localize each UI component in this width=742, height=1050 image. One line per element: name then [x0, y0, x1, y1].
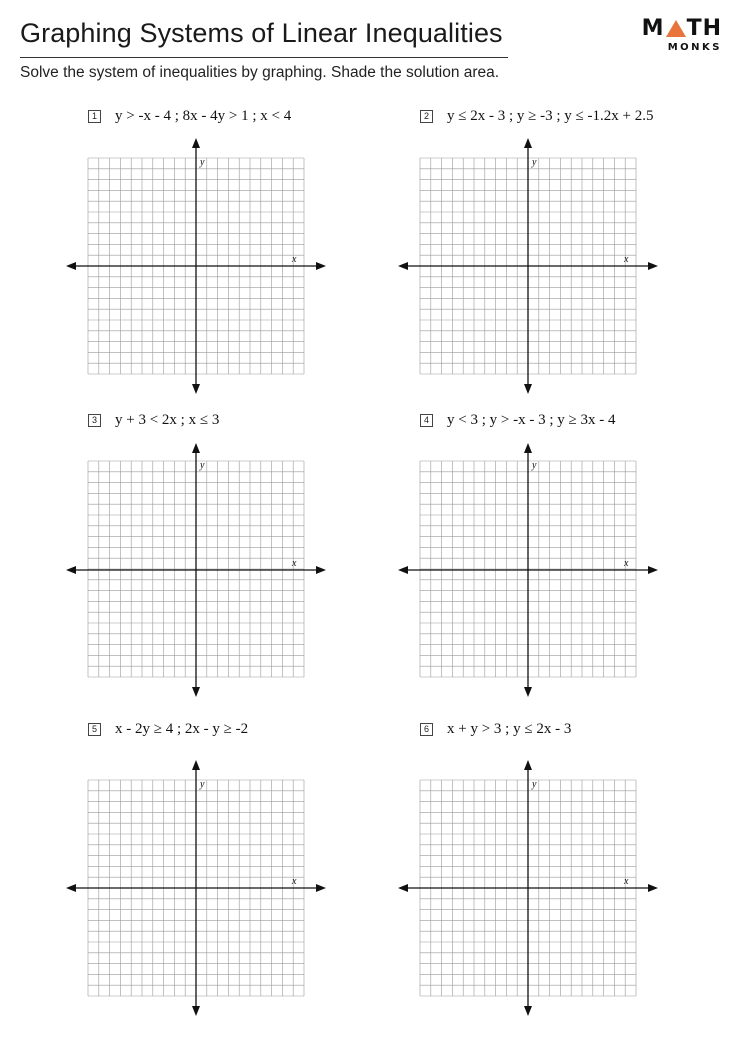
problem-header [88, 719, 248, 739]
page-title: Graphing Systems of Linear Inequalities [20, 18, 503, 48]
problem-number: 3 [88, 414, 101, 427]
problem-number: 4 [420, 414, 433, 427]
logo-subtext: MONKS [667, 42, 722, 53]
x-axis-left-arrow-icon [66, 884, 76, 892]
problem-header [420, 719, 571, 739]
problem-number: 1 [88, 110, 101, 123]
y-axis-label: y [532, 779, 537, 790]
problem-2 [420, 106, 742, 406]
problem-1 [88, 106, 448, 406]
y-axis-label: y [532, 157, 537, 168]
problem-equation: x - 2y ≥ 4 ; 2x - y ≥ -2 [115, 720, 249, 737]
problem-number: 6 [420, 723, 433, 736]
math-monks-logo [641, 16, 722, 56]
y-axis-label: y [200, 157, 205, 168]
problem-equation: y < 3 ; y > -x - 3 ; y ≥ 3x - 4 [447, 411, 616, 428]
x-axis-label: x [624, 876, 629, 887]
x-axis-label: x [624, 254, 629, 265]
problem-equation: y + 3 < 2x ; x ≤ 3 [115, 411, 220, 428]
problem-equation: x + y > 3 ; y ≤ 2x - 3 [447, 720, 572, 737]
x-axis-left-arrow-icon [66, 566, 76, 574]
x-axis-label: x [292, 558, 297, 569]
x-axis-left-arrow-icon [66, 262, 76, 270]
x-axis-label: x [292, 876, 297, 887]
x-axis-label: x [292, 254, 297, 265]
problem-4 [420, 410, 742, 710]
problem-5 [88, 719, 448, 1019]
logo-text-left: M [641, 16, 665, 41]
logo-text-right: TH [686, 16, 722, 41]
y-axis-label: y [532, 460, 537, 471]
problem-number: 2 [420, 110, 433, 123]
problem-number: 5 [88, 723, 101, 736]
problem-6 [420, 719, 742, 1019]
y-axis-label: y [200, 460, 205, 471]
logo-triangle-icon [666, 20, 686, 37]
problem-equation: y > -x - 4 ; 8x - 4y > 1 ; x < 4 [115, 107, 292, 124]
problem-equation: y ≤ 2x - 3 ; y ≥ -3 ; y ≤ -1.2x + 2.5 [447, 107, 654, 124]
y-axis-label: y [200, 779, 205, 790]
instructions: Solve the system of inequalities by graphing. Shade the solution area. [20, 64, 500, 81]
title-underline [20, 57, 508, 58]
x-axis-label: x [624, 558, 629, 569]
logo-wordmark [642, 16, 722, 41]
problem-3 [88, 410, 448, 710]
problem-header [88, 410, 219, 430]
problem-header [88, 106, 291, 126]
problem-header [420, 106, 653, 126]
problem-header [420, 410, 615, 430]
